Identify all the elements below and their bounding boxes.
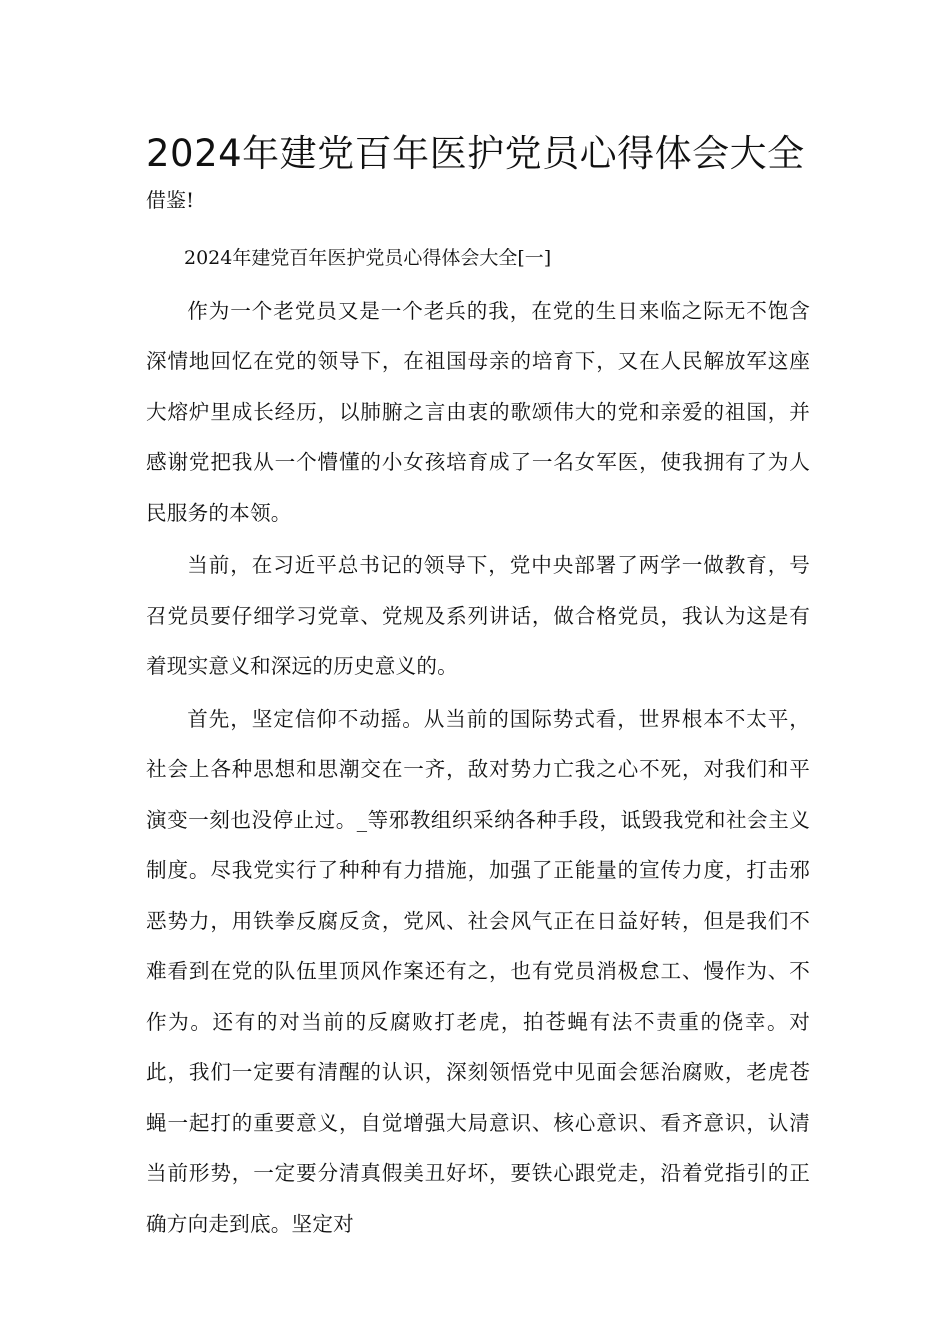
section-heading: 2024年建党百年医护党员心得体会大全[一] (184, 247, 552, 269)
document-title: 2024年建党百年医护党员心得体会大全 (146, 132, 805, 175)
paragraph: 首先，坚定信仰不动摇。从当前的国际势式看，世界根本不太平，社会上各种思想和思潮交在一齐，敌对势力亡我之心不死，对我们和平演变一刻也没停止过。_等邪教组织采纳各种手段，诋毁我党和社会主义制度。尽我党实行了种种有力措施，加强了正能量的宣传力度，打击邪恶势力，用铁拳反腐反贪，党风、社会风气正在日益好转，但是我们不难看到在党的队伍里顶风作案还有之，也有党员消极怠工、慢作为、不作为。还有的对当前的反腐败打老虎，拍苍蝇有法不责重的侥幸。对此，我们一定要有清醒的认识，深刻领悟党中见面会惩治腐败，老虎苍蝇一起打的重要意义，自觉增强大局意识、核心意识、看齐意识，认清当前形势，一定要分清真假美丑好坏，要铁心跟党走，沿着党指引的正确方向走到底。坚定对 (146, 706, 810, 1236)
paragraph: 作为一个老党员又是一个老兵的我，在党的生日来临之际无不饱含深情地回忆在党的领导下，在祖国母亲的培育下，又在人民解放军这座大熔炉里成长经历，以肺腑之言由衷的歌颂伟大的党和亲爱的祖国，并感谢党把我从一个懵懂的小女孩培育成了一名女军医，使我拥有了为人民服务的本领。 (146, 298, 810, 525)
paragraph: 当前，在习近平总书记的领导下，党中央部署了两学一做教育，号召党员要仔细学习党章、党规及系列讲话，做合格党员，我认为这是有着现实意义和深远的历史意义的。 (146, 553, 810, 678)
intro-text: 借鉴! (146, 188, 195, 212)
document-body (146, 233, 810, 1251)
